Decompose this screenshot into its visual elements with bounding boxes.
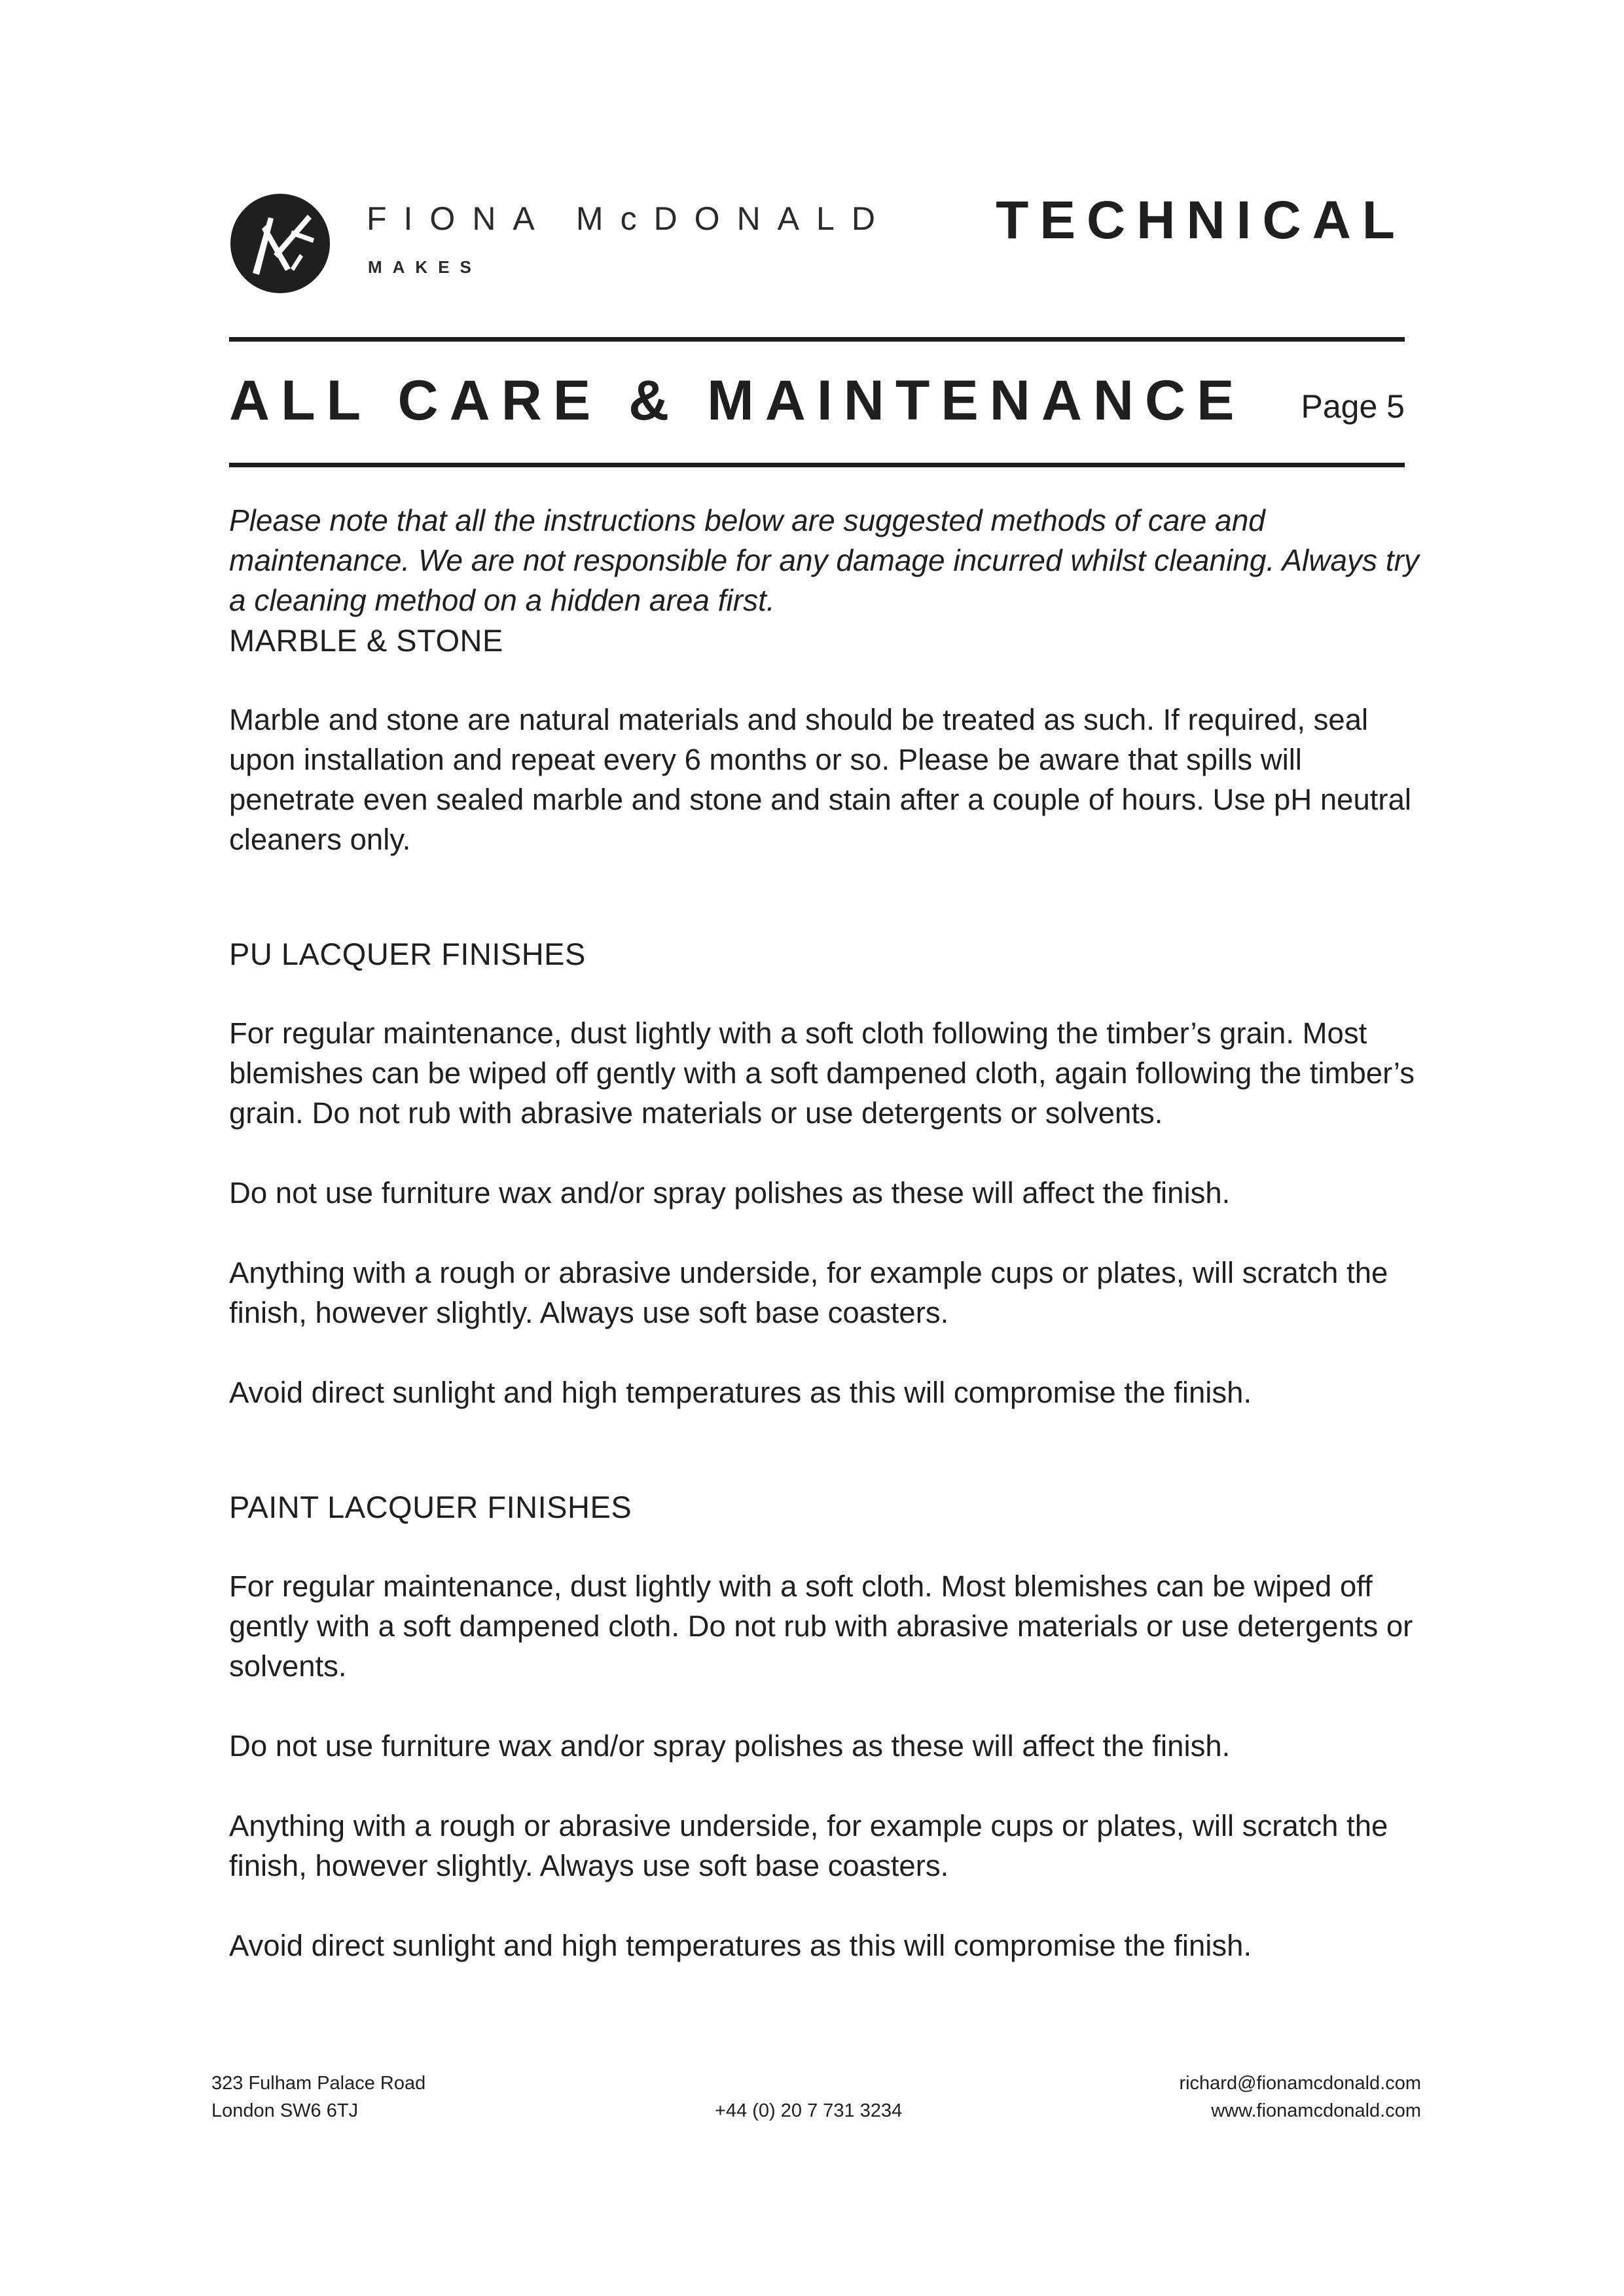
- section-paragraph: Do not use furniture wax and/or spray polishes as these will affect the finish.: [229, 1176, 1231, 1210]
- address-line-2: London SW6 6TJ: [211, 2100, 359, 2121]
- address-line-1: 323 Fulham Palace Road: [211, 2073, 426, 2094]
- top-divider: [229, 337, 1405, 342]
- brush-logo-icon: [228, 191, 333, 296]
- section-heading: PAINT LACQUER FINISHES: [229, 1490, 632, 1524]
- section-paragraph: Do not use furniture wax and/or spray polishes as these will affect the finish.: [229, 1729, 1231, 1763]
- website-link[interactable]: www.fionamcdonald.com: [1211, 2100, 1421, 2121]
- logo-graphic: [228, 191, 333, 296]
- section-paragraph: Avoid direct sunlight and high temperatures as this will compromise the finish.: [229, 1929, 1252, 1962]
- brand-name: FIONA McDONALD: [367, 200, 892, 237]
- section-paint-lacquer: [229, 1487, 1420, 1965]
- disclaimer-text: Please note that all the instructions below are suggested methods of care and maintenance. We are not responsible for any damage incurred whilst cleaning. Always try a cleaning method on a hidden area first.: [229, 503, 1419, 617]
- section-marble-stone: [229, 620, 1420, 859]
- phone-number: +44 (0) 20 7 731 3234: [715, 2100, 903, 2121]
- section-paragraph: For regular maintenance, dust lightly with a soft cloth following the timber’s grain. Most blemishes can be wiped off gently with a soft dampened cloth, again following the timber’s grain. Do not rub with abrasive materials or use detergents or solvents.: [229, 1016, 1415, 1130]
- footer-contact: [1179, 2070, 1421, 2125]
- bottom-divider: [229, 463, 1405, 467]
- section-paragraph: Anything with a rough or abrasive underside, for example cups or plates, will scratch the finish, however slightly. Always use soft base coasters.: [229, 1256, 1388, 1329]
- section-paragraph: Anything with a rough or abrasive underside, for example cups or plates, will scratch the finish, however slightly. Always use soft base coasters.: [229, 1809, 1388, 1882]
- section-tag: TECHNICAL: [996, 190, 1406, 250]
- footer-address: [211, 2070, 425, 2125]
- section-paragraph: For regular maintenance, dust lightly with a soft cloth. Most blemishes can be wiped off gently with a soft dampened cloth. Do not rub with abrasive materials or use detergents or solvents.: [229, 1570, 1413, 1683]
- email-link[interactable]: richard@fionamcdonald.com: [1179, 2073, 1421, 2094]
- section-paragraph: Marble and stone are natural materials and should be treated as such. If required, seal upon installation and repeat every 6 months or so. Please be aware that spills will penetrate even sealed marble and stone and stain after a couple of hours. Use pH neutral cleaners only.: [229, 703, 1411, 856]
- section-heading: PU LACQUER FINISHES: [229, 937, 586, 971]
- section-heading: MARBLE & STONE: [229, 623, 503, 658]
- footer-phone: [715, 2097, 902, 2125]
- page-title: ALL CARE & MAINTENANCE: [229, 369, 1246, 432]
- section-pu-lacquer: [229, 934, 1420, 1412]
- main-content: [229, 501, 1420, 1965]
- section-paragraph: Avoid direct sunlight and high temperatures as this will compromise the finish.: [229, 1376, 1252, 1409]
- page-number: Page 5: [1301, 388, 1405, 425]
- brand-subtitle: MAKES: [368, 257, 482, 277]
